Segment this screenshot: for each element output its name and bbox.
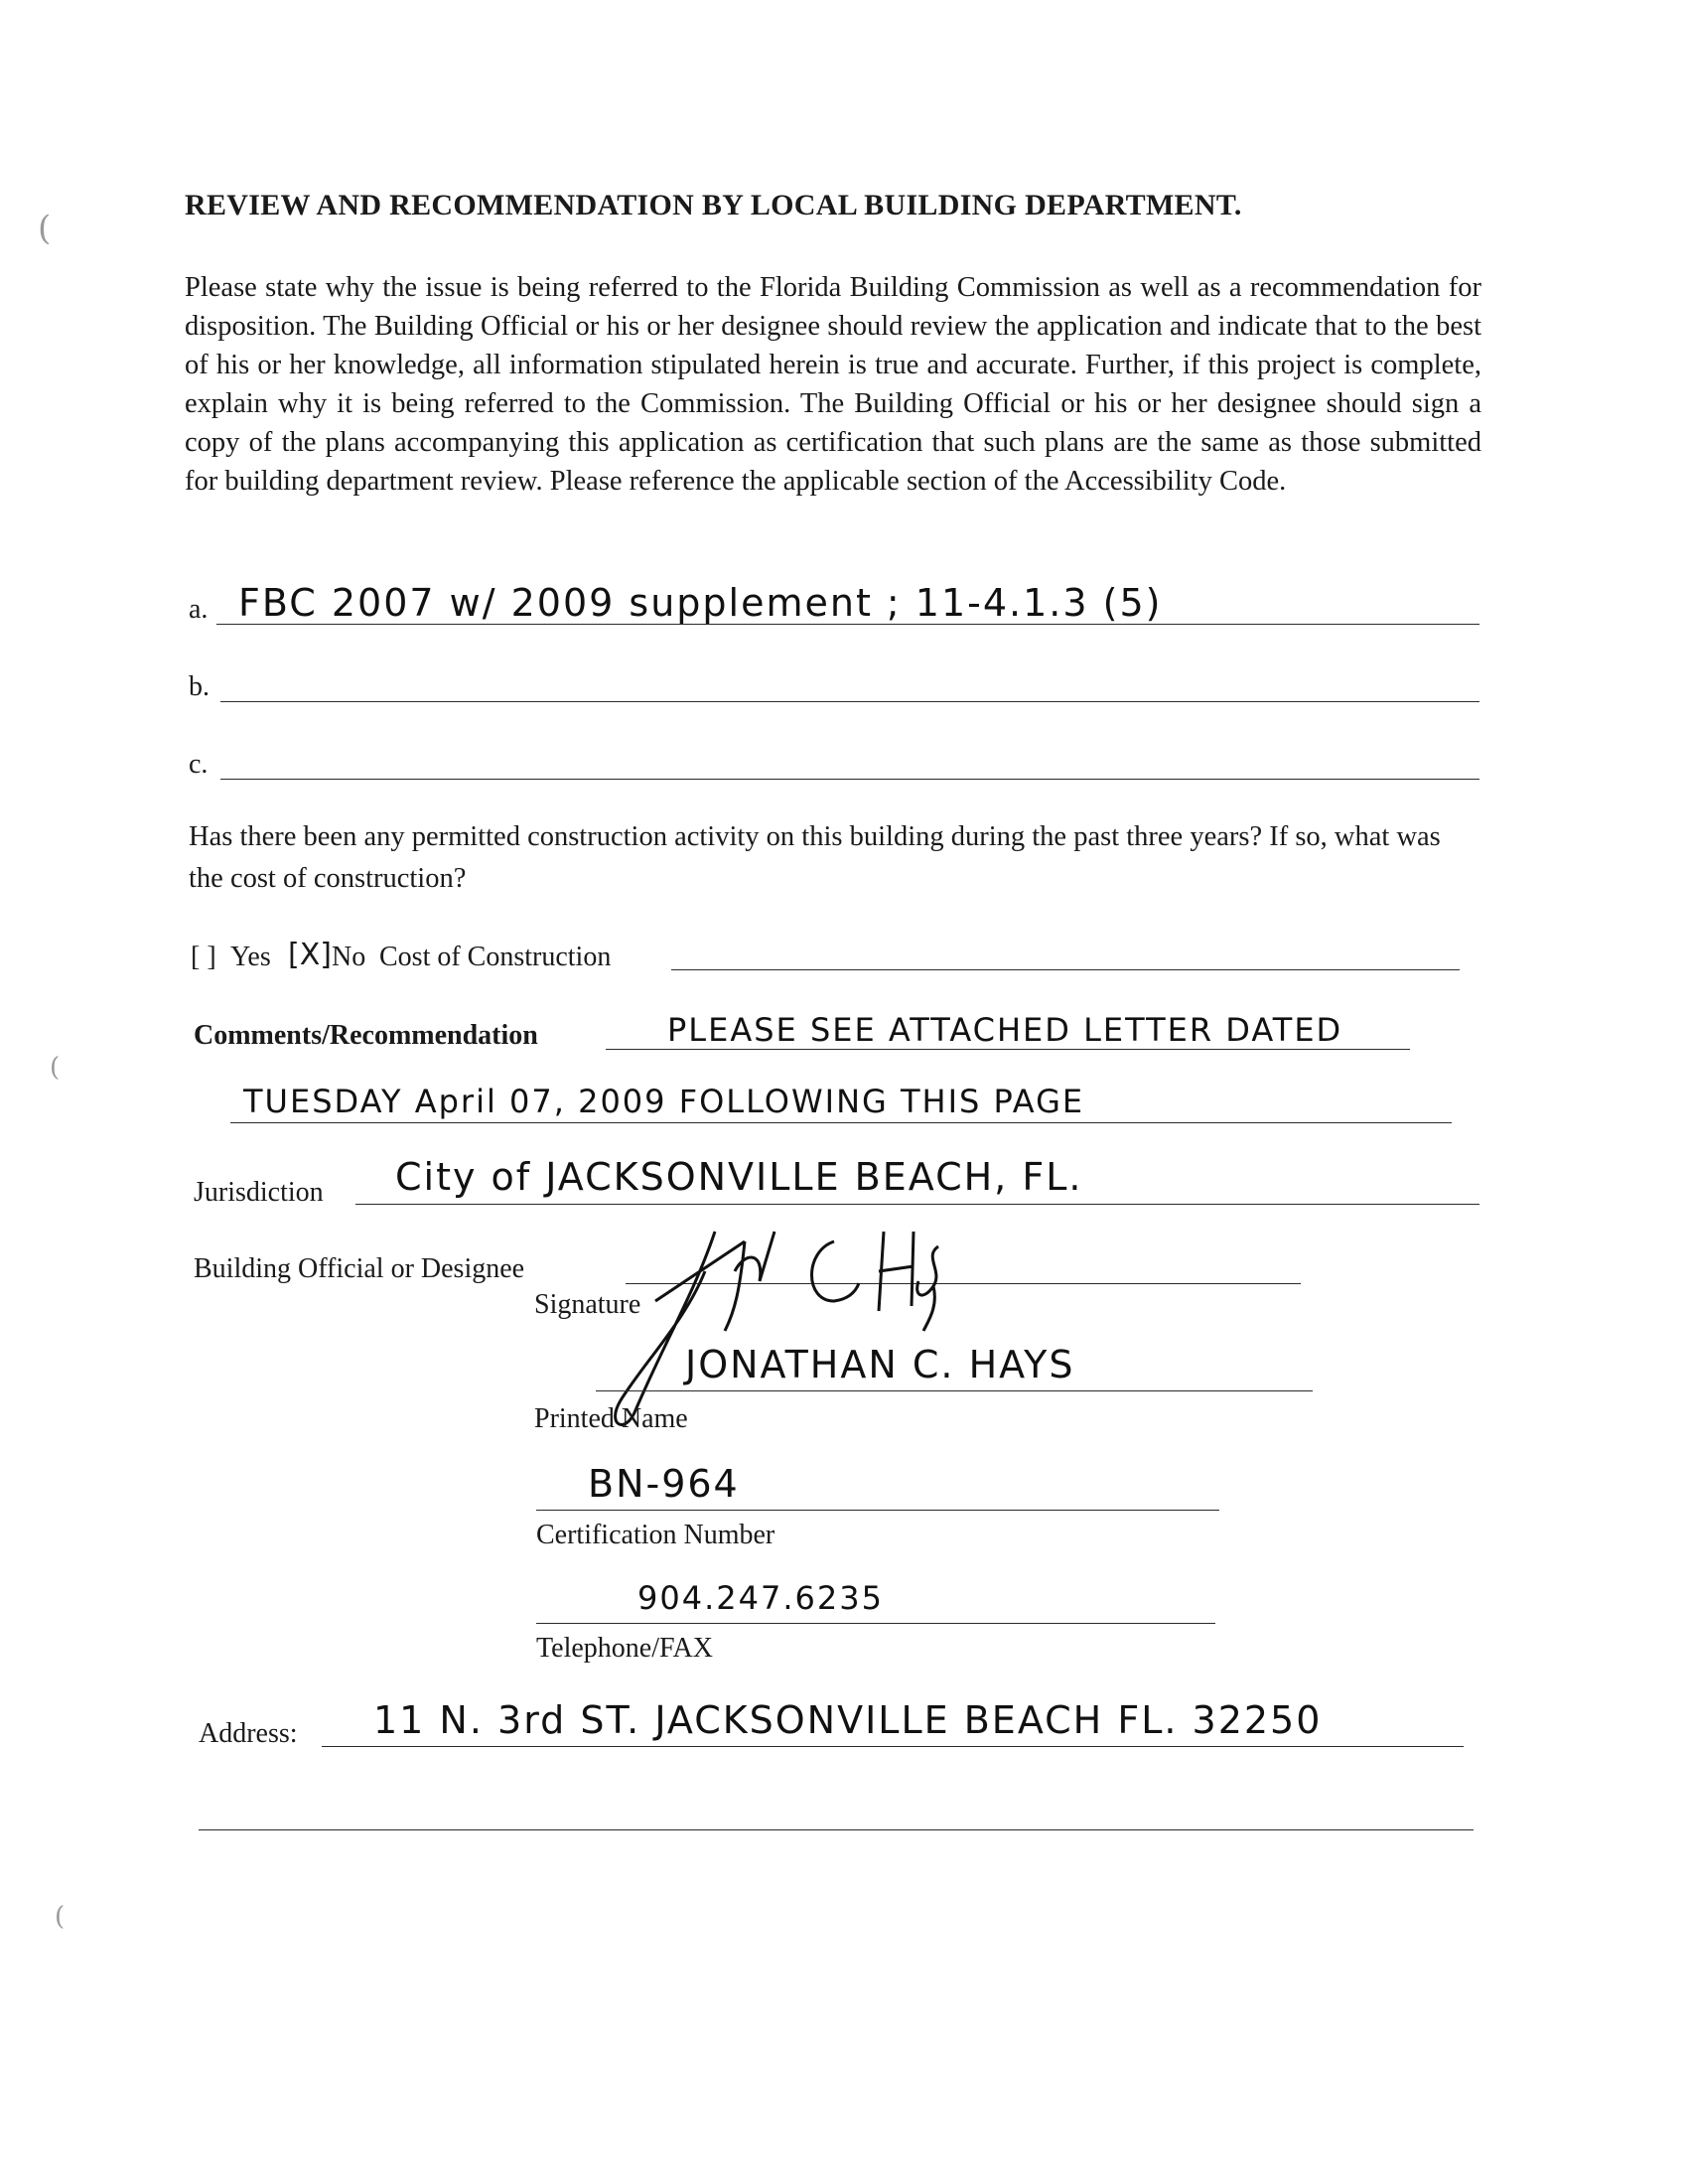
comments-line-2: [230, 1122, 1452, 1123]
address-label: Address:: [199, 1718, 298, 1749]
code-ref-c-label: c.: [189, 749, 209, 780]
telephone-line: [536, 1623, 1215, 1624]
no-checkbox[interactable]: [X]: [288, 938, 332, 972]
code-ref-a-label: a.: [189, 594, 209, 625]
certification-number-value[interactable]: BN-964: [588, 1462, 740, 1506]
telephone-value[interactable]: 904.247.6235: [637, 1579, 884, 1617]
certification-number-line: [536, 1510, 1219, 1511]
address-value[interactable]: 11 N. 3rd ST. JACKSONVILLE BEACH FL. 32250: [373, 1698, 1323, 1742]
address-line-2[interactable]: [199, 1829, 1474, 1830]
cost-of-construction-label: Cost of Construction: [379, 942, 612, 972]
comments-value-line-2[interactable]: TUESDAY April 07, 2009 FOLLOWING THIS PAGE: [243, 1083, 1085, 1120]
margin-mark-top: (: [38, 209, 52, 248]
printed-name-value[interactable]: JONATHAN C. HAYS: [685, 1343, 1075, 1386]
building-official-label: Building Official or Designee: [194, 1253, 525, 1284]
code-ref-b-label: b.: [189, 671, 210, 702]
code-ref-c-line[interactable]: [220, 779, 1479, 780]
address-line-1: [322, 1746, 1464, 1747]
no-label: No: [332, 942, 366, 972]
construction-question: Has there been any permitted construction activity on this building during the past three years? If so, what was the cost of construction?: [189, 821, 1441, 894]
margin-mark-bottom: (: [55, 1902, 66, 1932]
jurisdiction-line: [355, 1204, 1479, 1205]
section-heading: REVIEW AND RECOMMENDATION BY LOCAL BUILDING DEPARTMENT.: [185, 189, 1242, 221]
margin-mark-middle: (: [50, 1053, 61, 1083]
jurisdiction-value[interactable]: City of JACKSONVILLE BEACH, FL.: [395, 1155, 1083, 1199]
printed-name-line: [596, 1390, 1313, 1391]
comments-line-1: [606, 1049, 1410, 1050]
code-ref-b-line[interactable]: [220, 701, 1479, 702]
telephone-label: Telephone/FAX: [536, 1633, 713, 1664]
yes-label: Yes: [230, 942, 271, 972]
jurisdiction-label: Jurisdiction: [194, 1177, 324, 1208]
yes-checkbox[interactable]: [ ]: [191, 942, 216, 972]
printed-name-label: Printed Name: [534, 1403, 688, 1434]
code-ref-a-value[interactable]: FBC 2007 w/ 2009 supplement ; 11-4.1.3 (5): [238, 581, 1163, 625]
cost-of-construction-line[interactable]: [671, 969, 1460, 970]
signature-label: Signature: [534, 1289, 641, 1320]
certification-number-label: Certification Number: [536, 1520, 775, 1550]
comments-value-line-1[interactable]: PLEASE SEE ATTACHED LETTER DATED: [667, 1011, 1343, 1049]
comments-label: Comments/Recommendation: [194, 1020, 538, 1051]
instructions-paragraph: Please state why the issue is being referred to the Florida Building Commission as well as a recommendation for disposition. The Building Official or his or her designee should review the application and indicate that to the best of his or her knowledge, all information stipulated herein is true and accurate. Further, if this project is complete, explain why it is being referred to the Commission. The Building Official or his or her designee should sign a copy of the plans accompanying this application as certification that such plans are the same as those submitted for building department review. Please reference the applicable section of the Accessibility Code.: [185, 272, 1481, 497]
